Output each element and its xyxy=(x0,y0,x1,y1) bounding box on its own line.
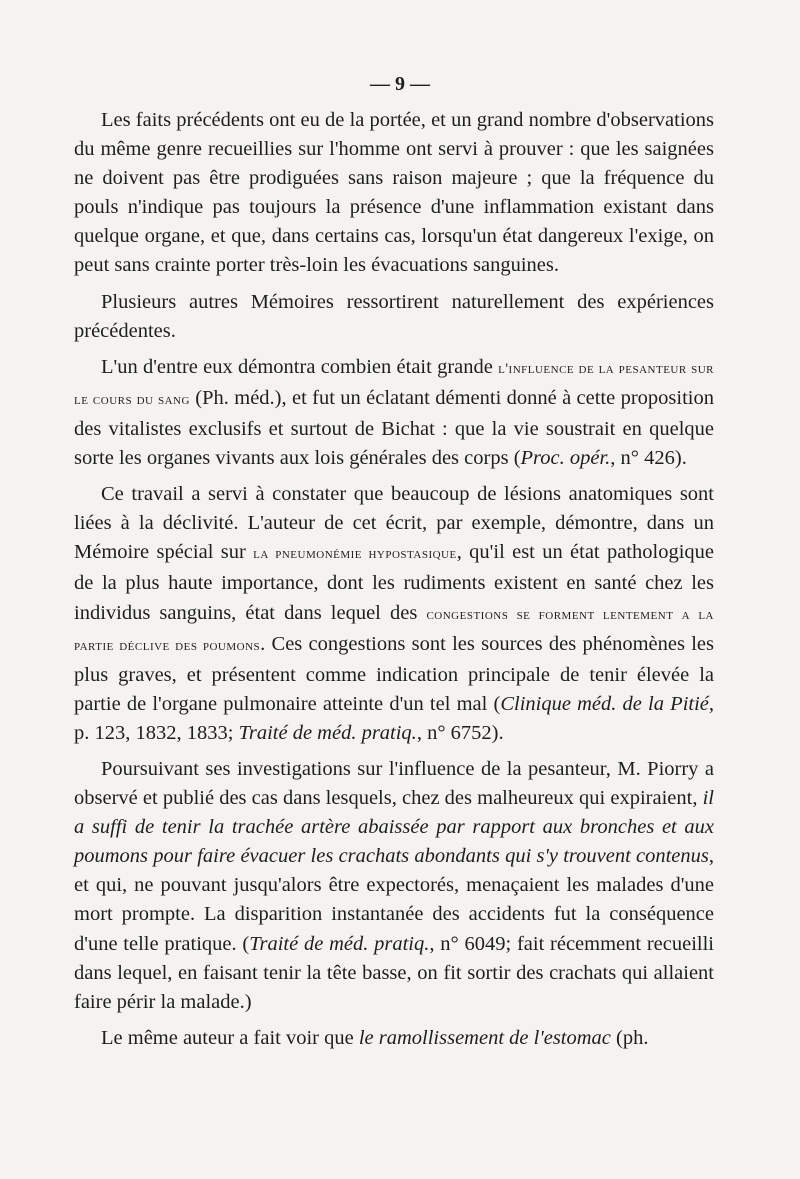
text-run: L'un d'entre eux démontra combien était grande xyxy=(101,355,499,378)
italic-citation: Proc. opér. xyxy=(520,447,611,470)
paragraph-6 xyxy=(74,1024,714,1053)
text-run: Ce travail a servi à constater que beaucoup de lésions anatomiques sont liées à la déclivité. L'auteur de cet écrit, par exemple, démontre, dans un Mémoire spécial sur xyxy=(74,483,714,564)
text-run: (ph. xyxy=(610,1026,649,1049)
italic-citation: Traité de méd. pratiq. xyxy=(249,932,430,955)
paragraph-4 xyxy=(74,480,714,748)
paragraph-3 xyxy=(74,353,714,473)
text-run: , qu'il est un état pathologique de la plus haute importance, dont les rudiments existent en santé chez les individus sanguins, état dans lequel des xyxy=(74,541,714,624)
page-number: — 9 — xyxy=(370,73,430,95)
paragraph-2: Plusieurs autres Mémoires ressortirent naturellement des expériences précédentes. xyxy=(74,290,714,342)
paragraph-1: Les faits précédents ont eu de la portée, et un grand nombre d'observations du même genre recueillies sur l'homme ont servi à prouver : que les saignées ne doivent pas être prodiguées sans raison majeure ; que la fréquence du pouls n'indique pas toujours la présence d'une inflammation existant dans quelque organe, et que, dans certains cas, lorsqu'un état dangereux l'exige, on peut sans crainte porter très-loin les évacuations sanguines. xyxy=(74,109,714,277)
italic-citation: Traité de méd. pratiq. xyxy=(238,721,417,744)
text-run: , n° 6049; fait récemment recueilli dans lequel, en faisant tenir la tête basse, on fit sortir des crachats qui allaient faire périr la malade.) xyxy=(74,932,714,1013)
text-run: , n° 426). xyxy=(610,447,687,470)
text-run: , et qui, ne pouvant jusqu'alors être expectorés, menaçaient les malades d'une mort prompte. La disparition instantanée des accidents fut la conséquence d'une telle pratique. ( xyxy=(74,845,714,955)
text-run: , n° 6752). xyxy=(416,721,504,744)
small-caps-phrase: congestions se forment lentement a la partie déclive des poumons xyxy=(74,606,714,654)
text-run: Poursuivant ses investigations sur l'influence de la pesanteur, M. Piorry a observé et publié des cas dans lesquels, chez des malheureux qui expiraient, xyxy=(74,757,714,810)
text-run: Le même auteur a fait voir que xyxy=(101,1026,359,1049)
italic-quote: il a suffi de tenir la trachée artère abaissée par rapport aux bronches et aux poumons pour faire évacuer les crachats abondants qui s'y trouvent contenus xyxy=(74,787,714,868)
small-caps-phrase: l'influence de la pesanteur sur le cours du sang xyxy=(74,360,714,408)
paragraph-5 xyxy=(74,755,714,1017)
text-run: (Ph. méd.), et fut un éclatant démenti donné à cette proposition des vitalistes exclusifs et surtout de Bichat : que la vie soustrait en quelque sorte les organes vivants aux lois générales des corps ( xyxy=(74,386,714,470)
small-caps-phrase: la pneumonémie hypostasique xyxy=(253,546,457,563)
text-run: . Ces congestions sont les sources des phénomènes les plus graves, et présentent comme indication principale de tenir élevée la partie de l'organe pulmonaire atteinte d'un tel mal ( xyxy=(74,632,714,715)
italic-quote: le ramollissement de l'estomac xyxy=(358,1026,611,1049)
text-run: , p. 123, 1832, 1833; xyxy=(74,692,715,744)
body-text xyxy=(74,106,714,1060)
italic-citation: Clinique méd. de la Pitié xyxy=(500,692,709,715)
